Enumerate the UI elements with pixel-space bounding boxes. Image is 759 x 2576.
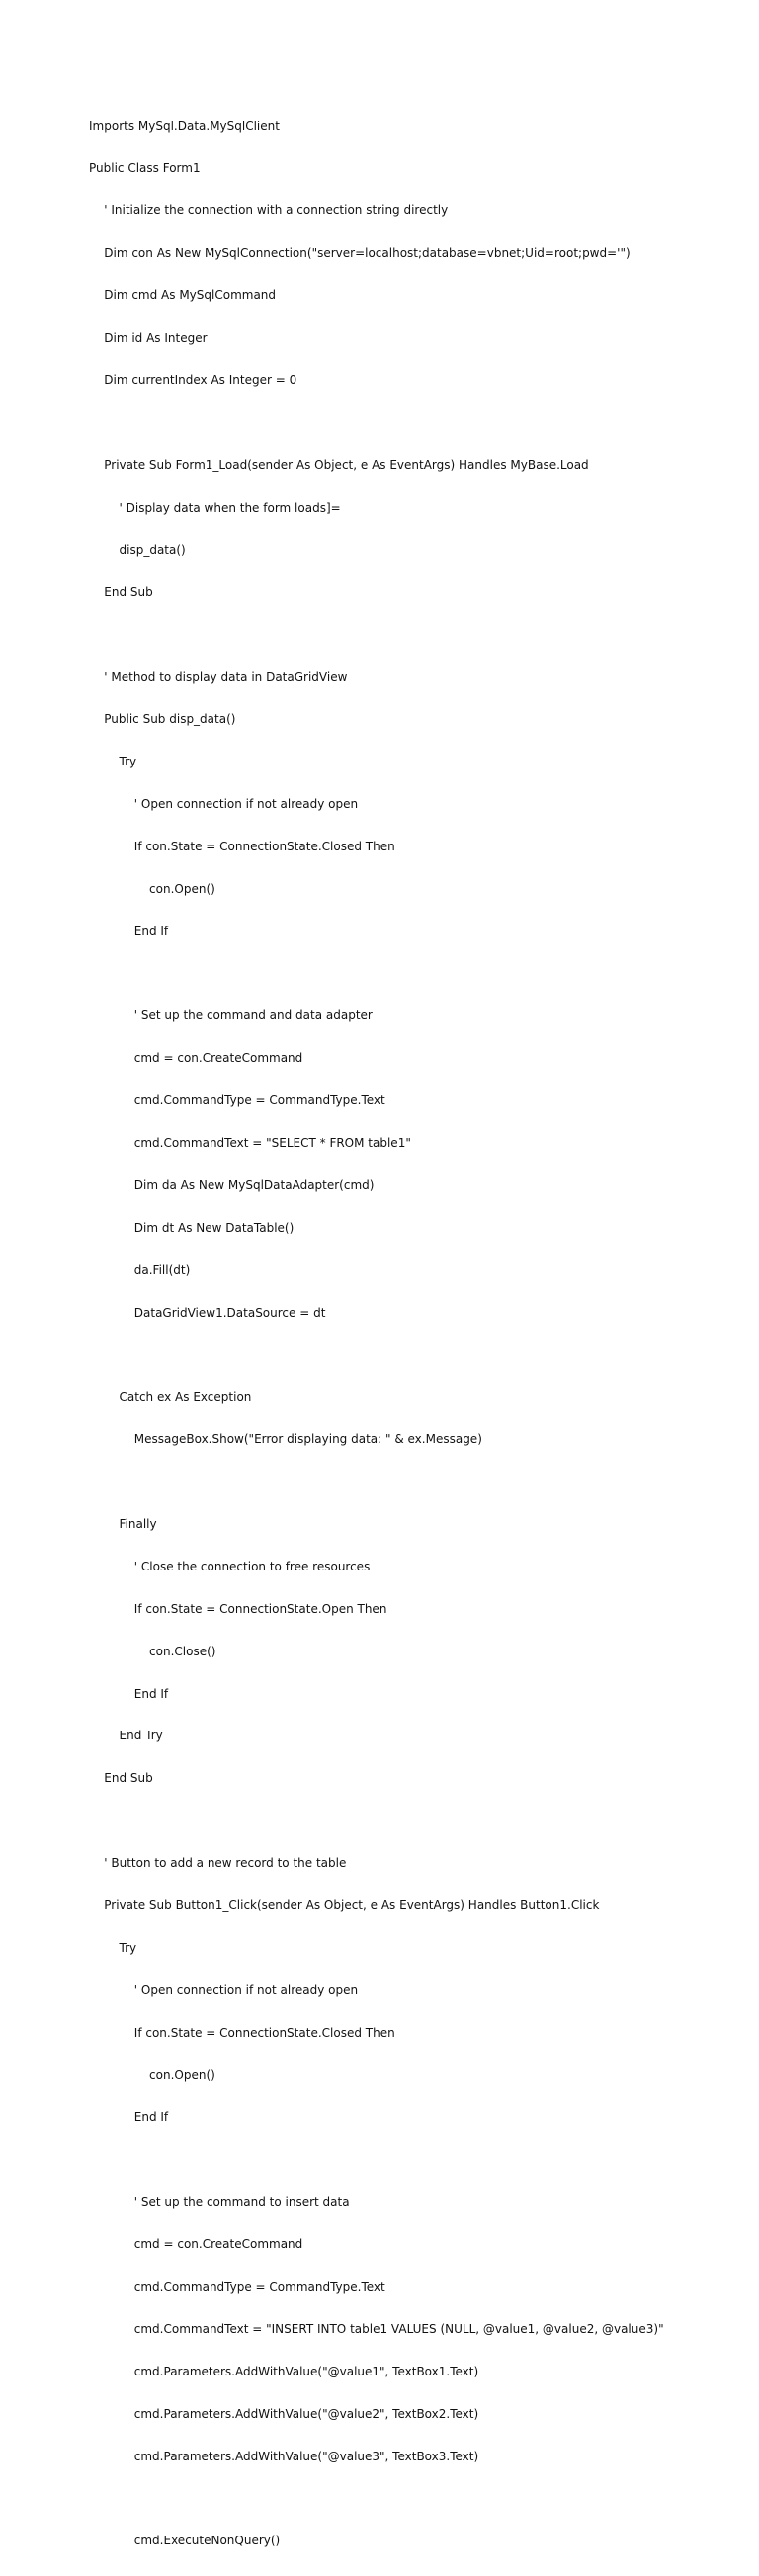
code-line: Imports MySql.Data.MySqlClient (89, 119, 280, 133)
code-line: cmd.CommandType = CommandType.Text (89, 2280, 385, 2294)
code-listing (89, 91, 751, 2576)
code-line: If con.State = ConnectionState.Closed Then (89, 2025, 395, 2040)
code-line: Dim id As Integer (89, 331, 208, 346)
code-line: Try (89, 754, 137, 768)
code-line: ' Button to add a new record to the table (89, 1856, 347, 1871)
code-line: ' Open connection if not already open (89, 1982, 359, 1997)
code-line (89, 2491, 751, 2505)
code-line: cmd.Parameters.AddWithValue("@value2", TextBox2.Text) (89, 2406, 479, 2421)
code-line (89, 1813, 751, 1827)
code-line (89, 2152, 751, 2166)
code-line: cmd.CommandType = CommandType.Text (89, 1093, 385, 1108)
code-line: Dim currentIndex As Integer = 0 (89, 372, 297, 387)
code-line: Private Sub Button1_Click(sender As Object, e As EventArgs) Handles Button1.Click (89, 1898, 600, 1912)
code-line: disp_data() (89, 542, 186, 557)
code-line: ' Set up the command and data adapter (89, 1008, 373, 1023)
code-line: Catch ex As Exception (89, 1390, 252, 1405)
code-line: End If (89, 1686, 169, 1701)
code-line: ' Open connection if not already open (89, 796, 359, 811)
code-line: ' Set up the command to insert data (89, 2195, 350, 2210)
code-line: If con.State = ConnectionState.Closed Then (89, 839, 395, 853)
code-line: Dim da As New MySqlDataAdapter(cmd) (89, 1177, 375, 1192)
code-line: Try (89, 1940, 137, 1955)
code-line: End Sub (89, 1771, 153, 1786)
code-line: da.Fill(dt) (89, 1262, 191, 1277)
code-line: cmd.CommandText = "INSERT INTO table1 VALUES (NULL, @value1, @value2, @value3)" (89, 2321, 664, 2336)
code-line: Finally (89, 1516, 157, 1531)
code-line: DataGridView1.DataSource = dt (89, 1305, 326, 1320)
code-line (89, 966, 751, 980)
code-line: ' Display data when the form loads]= (89, 500, 341, 515)
code-line: con.Open() (89, 881, 215, 896)
code-line: cmd = con.CreateCommand (89, 1051, 303, 1066)
code-line: con.Open() (89, 2067, 215, 2082)
code-line: Dim dt As New DataTable() (89, 1220, 295, 1235)
code-line (89, 1347, 751, 1361)
code-line: cmd = con.CreateCommand (89, 2237, 303, 2252)
code-line: Public Sub disp_data() (89, 712, 236, 727)
code-line: Private Sub Form1_Load(sender As Object, e As EventArgs) Handles MyBase.Load (89, 457, 589, 472)
code-line: cmd.ExecuteNonQuery() (89, 2534, 281, 2548)
code-line: Dim con As New MySqlConnection("server=localhost;database=vbnet;Uid=root;pwd='") (89, 246, 631, 261)
code-line: If con.State = ConnectionState.Open Then (89, 1601, 387, 1616)
code-line: ' Initialize the connection with a connection string directly (89, 203, 449, 218)
code-line: cmd.CommandText = "SELECT * FROM table1" (89, 1135, 411, 1150)
code-line: Dim cmd As MySqlCommand (89, 288, 277, 303)
code-line (89, 627, 751, 641)
code-line (89, 416, 751, 430)
code-line: cmd.Parameters.AddWithValue("@value3", TextBox3.Text) (89, 2449, 479, 2463)
code-line: ' Method to display data in DataGridView (89, 670, 348, 684)
code-line: End Try (89, 1729, 163, 1743)
code-line: Public Class Form1 (89, 161, 201, 176)
code-line (89, 1475, 751, 1489)
code-line: MessageBox.Show("Error displaying data: " & ex.Message) (89, 1432, 482, 1447)
code-line: ' Close the connection to free resources (89, 1559, 371, 1573)
code-line: con.Close() (89, 1644, 216, 1658)
code-line: End If (89, 2110, 169, 2125)
code-line: cmd.Parameters.AddWithValue("@value1", TextBox1.Text) (89, 2364, 479, 2378)
code-line: End If (89, 924, 169, 938)
code-line: End Sub (89, 585, 153, 600)
